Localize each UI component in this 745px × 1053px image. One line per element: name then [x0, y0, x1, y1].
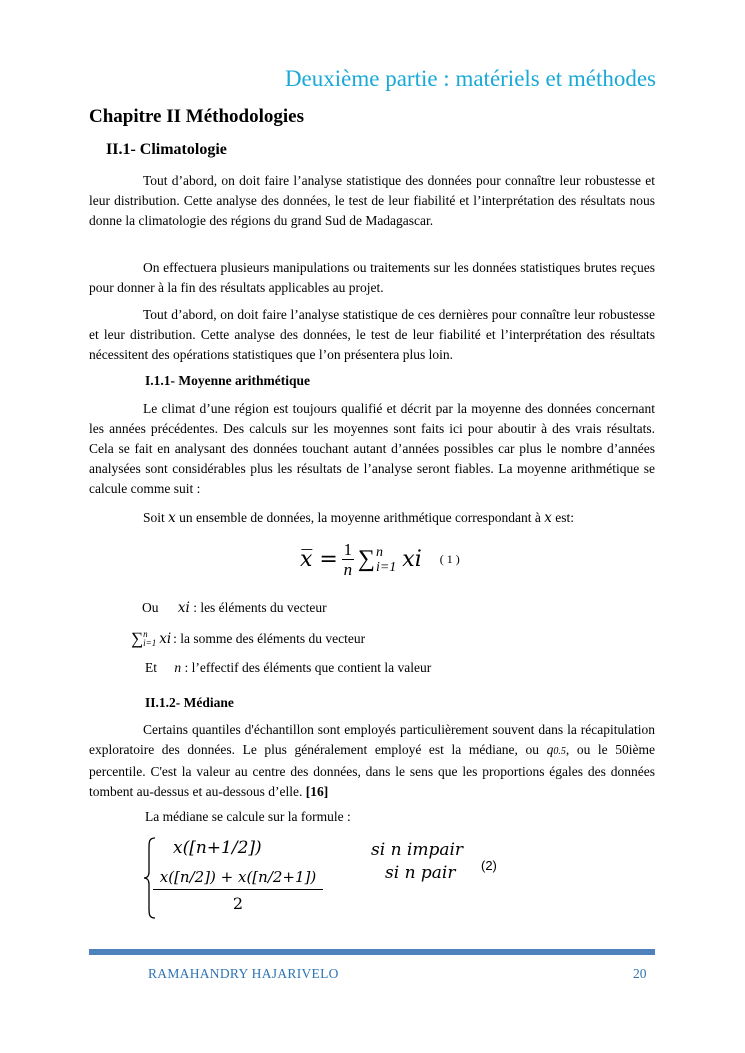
- median-q-subscript: 0.5: [553, 746, 566, 757]
- median-text-start: Certains quantiles d'échantillon sont employés particulièrement souvent dans la récapitulation exploratoire des données. Le plus généralement employé est la médiane, ou: [89, 722, 655, 757]
- chapter-title: Chapitre II Méthodologies: [89, 106, 304, 127]
- subsection-title-mean: I.1.1- Moyenne arithmétique: [145, 373, 310, 388]
- equation-mean-sum: [358, 545, 396, 575]
- median-even-denominator: 2: [232, 894, 244, 913]
- median-q-symbol: q: [546, 742, 554, 757]
- soit-suffix: est:: [555, 510, 575, 525]
- page-number: 20: [633, 966, 647, 981]
- equation-mean-term: 𝑥𝑖: [402, 547, 422, 572]
- sigma-upper: n: [375, 544, 383, 560]
- definition-sum: [131, 629, 365, 649]
- paragraph-intro-3: Tout d’abord, on doit faire l’analyse statistique de ces dernières pour connaître leur robustesse et leur distribution. Cette analyse des données, le test de leur fiabilité et l’interprétation des résultats nécessitent des opérations statistiques que l’on présentera plus loin.: [89, 307, 655, 362]
- part-title: Deuxième partie : matériels et méthodes: [284, 66, 656, 91]
- median-condition-odd: 𝑠𝑖 𝑛 𝑖𝑚𝑝𝑎𝑖𝑟: [371, 840, 464, 860]
- equation-mean: [300, 540, 460, 579]
- definition-sum-text: : la somme des éléments du vecteur: [173, 631, 366, 646]
- definition-sum-limits: [143, 630, 156, 648]
- equation-mean-fraction: [342, 540, 354, 579]
- citation-reference: [16]: [305, 784, 329, 799]
- sigma-symbol: ∑: [357, 546, 375, 572]
- equation-number-2: (2): [481, 858, 497, 873]
- soit-line: [143, 510, 574, 526]
- definition-sum-term: 𝑥𝑖: [159, 631, 172, 647]
- definition-ou-text: : les éléments du vecteur: [193, 600, 327, 615]
- fraction-numerator: 1: [343, 540, 353, 559]
- definition-sum-lower: i=1: [143, 638, 157, 648]
- definition-sum-upper: n: [143, 629, 148, 639]
- definition-ou-term: 𝑥𝑖: [177, 600, 190, 616]
- definition-et-term: n: [174, 660, 182, 675]
- footer-author: RAMAHANDRY HAJARIVELO: [148, 966, 339, 981]
- paragraph-intro-2: On effectuera plusieurs manipulations ou traitements sur les données statistiques brutes reçues pour donner à la fin des résultats applicables au projet.: [89, 260, 655, 295]
- median-text-end: , ou le 50ième percentile. C'est la valeur au centre des données, dans le sens que les proportions égales des données tombent au-dessus et au-dessous d’elle.: [89, 742, 656, 799]
- definition-count: [145, 660, 431, 676]
- equation-mean-lhs: 𝑥̅ =: [300, 547, 338, 572]
- definition-ou-label: Ou: [142, 600, 159, 615]
- definition-et-text: : l’effectif des éléments que contient la valeur: [184, 660, 432, 675]
- median-case-even: [153, 868, 323, 913]
- paragraph-median: [89, 720, 655, 802]
- paragraph-mean: Le climat d’une région est toujours qualifié et décrit par la moyenne des données concernant les années précédentes. Des calculs sur les moyennes sont faits ici pour aboutir à des vrais résultats. Cela se fait en analysant des données touchant autant d’années possibles car plus le nombre d’années analysées sont considérables plus les résultats de l’analyse seront fiables. La moyenne arithmétique se calcule comme suit :: [89, 401, 655, 496]
- soit-variable: 𝑥: [168, 510, 176, 526]
- paragraph-intro-1: Tout d’abord, on doit faire l’analyse statistique des données pour connaître leur robustesse et leur distribution. Cette analyse des données, le test de leur fiabilité et l’interprétation des résultats nous donne la climatologie des régions du grand Sud de Madagascar.: [89, 173, 655, 228]
- definition-et-label: Et: [145, 660, 157, 675]
- median-condition-even: 𝑠𝑖 𝑛 𝑝𝑎𝑖𝑟: [385, 863, 456, 883]
- soit-prefix: Soit: [143, 510, 165, 525]
- soit-middle: un ensemble de données, la moyenne arithmétique correspondant à: [179, 510, 541, 525]
- fraction-denominator: n: [343, 560, 353, 579]
- definition-sum-symbol: ∑: [131, 629, 144, 648]
- median-formula-intro: La médiane se calcule sur la formule :: [145, 809, 351, 824]
- equation-number-1: ( 1 ): [439, 552, 460, 566]
- sigma-limits: [376, 545, 396, 575]
- sigma-lower: i=1: [375, 559, 397, 575]
- median-case-odd: 𝑥([𝑛+1/2]): [173, 838, 262, 858]
- section-title: II.1- Climatologie: [106, 141, 227, 158]
- footer-divider: [89, 949, 655, 955]
- definition-elements: [142, 600, 327, 616]
- soit-variable-2: 𝑥: [544, 510, 552, 526]
- median-even-numerator: 𝑥([𝑛/2]) + 𝑥([𝑛/2+1]): [153, 868, 323, 890]
- subsection-title-median: II.1.2- Médiane: [145, 695, 234, 710]
- equation-median: [143, 836, 503, 920]
